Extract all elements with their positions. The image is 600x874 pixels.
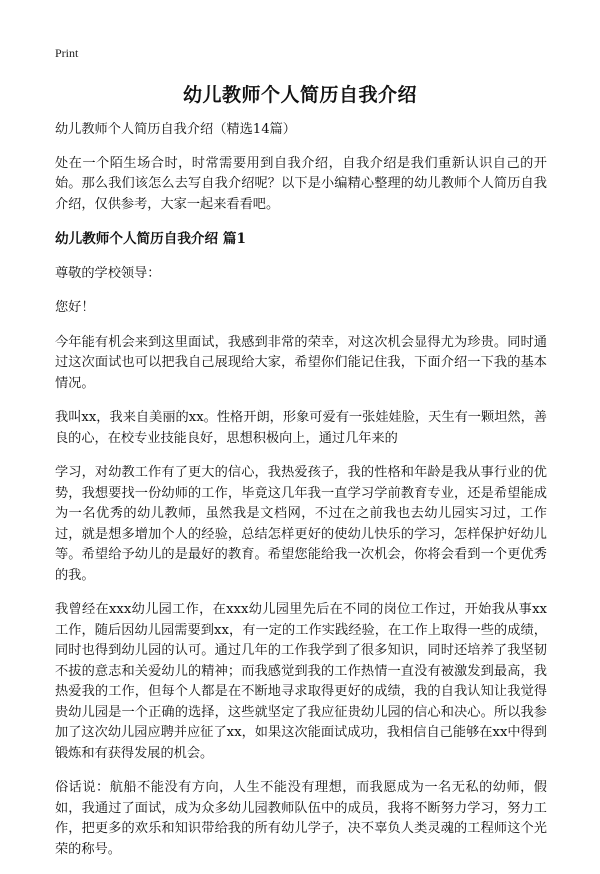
document-subtitle: 幼儿教师个人简历自我介绍（精选14篇） xyxy=(55,122,296,137)
body-paragraph-1: 今年能有机会来到这里面试，我感到非常的荣幸，对这次机会显得尤为珍贵。同时通过这次面试也可以把我自己展现给大家，希望你们能记住我，下面介绍一下我的基本情况。 xyxy=(55,334,547,391)
document-body xyxy=(55,120,547,874)
body-paragraph-5: 俗话说：航船不能没有方向，人生不能没有理想，而我愿成为一名无私的幼师，假如，我通过了面试，成为众多幼儿园教师队伍中的成员，我将不断努力学习，努力工作，把更多的欢乐和知识带给我的所有幼儿学子，决不辜负人类灵魂的工程师这个光荣的称号。 xyxy=(55,780,547,857)
body-paragraph-4: 我曾经在xxx幼儿园工作，在xxx幼儿园里先后在不同的岗位工作过，开始我从事xx工作，随后因幼儿园需要到xx，有一定的工作实践经验，在工作上取得一些的成绩，同时也得到幼儿园的认可。通过几年的工作我学到了很多知识，同时还培养了我坚韧不拔的意志和关爱幼儿的精神；而我感觉到我的工作热情一直没有被激发到最高，我热爱我的工作，但每个人都是在不断地寻求取得更好的成绩，我的自我认知让我觉得贵幼儿园是一个正确的选择，这些就坚定了我应征贵幼儿园的信心和决心。所以我参加了这次幼儿园应聘并应征了xx，如果这次能面试成功，我相信自己能够在xx中得到锻炼和有获得发展的机会。 xyxy=(55,602,547,761)
hello-line: 您好！ xyxy=(55,300,95,315)
body-paragraph-2: 我叫xx，我来自美丽的xx。性格开朗，形象可爱有一张娃娃脸，天生有一颗坦然，善良的心，在校专业技能良好，思想积极向上，通过几年来的 xyxy=(55,410,547,446)
greeting-line: 尊敬的学校领导： xyxy=(55,265,161,281)
body-paragraph-3: 学习，对幼教工作有了更大的信心，我热爱孩子，我的性格和年龄是我从事行业的优势，我想要找一份幼师的工作，毕竟这几年我一直学习学前教育专业，还是希望能成为一名优秀的幼儿教师，虽然我是文档网，不过在之前我也去幼儿园实习过，工作过，就是想多增加个人的经验，总结怎样更好的使幼儿快乐的学习，怎样保护好幼儿等。希望给予幼儿的是最好的教育。希望您能给我一次机会，你将会看到一个更优秀的我。 xyxy=(55,465,547,583)
section-heading: 幼儿教师个人简历自我介绍 篇1 xyxy=(55,231,246,247)
intro-paragraph: 处在一个陌生场合时，时常需要用到自我介绍，自我介绍是我们重新认识自己的开始。那么我们该怎么去写自我介绍呢？以下是小编精心整理的幼儿教师个人简历自我介绍，仅供参考，大家一起来看看吧。 xyxy=(55,155,547,212)
print-label[interactable]: Print xyxy=(55,46,79,60)
document-title: 幼儿教师个人简历自我介绍 xyxy=(182,84,417,106)
